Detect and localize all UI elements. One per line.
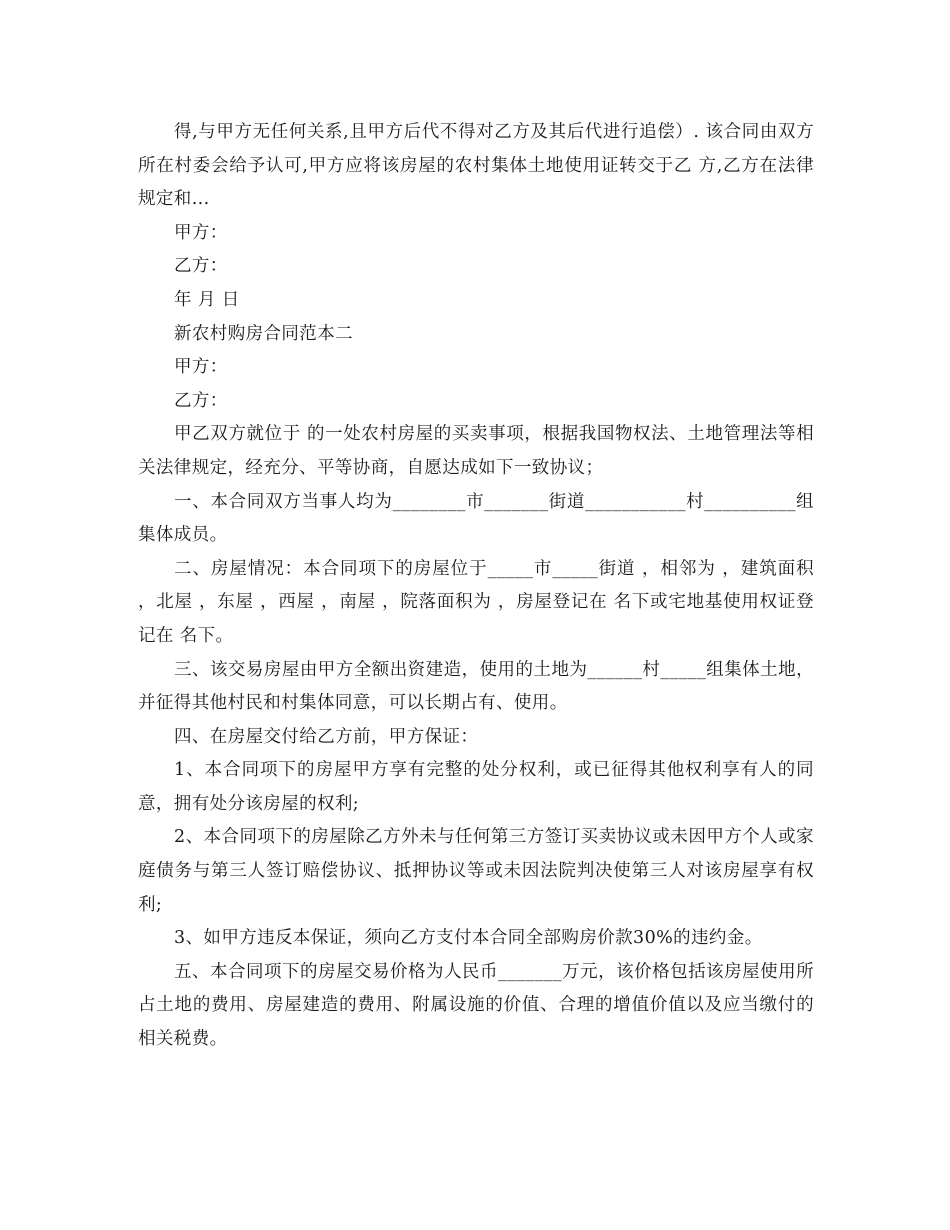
clause-5: 五、本合同项下的房屋交易价格为人民币_______万元，该价格包括该房屋使用所占土地的费用、房屋建造的费用、附属设施的价值、合理的增值价值以及应当缴付的相关税费。 xyxy=(138,961,814,1050)
clause-4-item-3: 3、如甲方违反本保证，须向乙方支付本合同全部购房价款30%的违约金。 xyxy=(174,928,763,949)
contract-body xyxy=(138,116,814,1057)
party-b-line: 乙方： xyxy=(174,390,228,411)
section-title: 新农村购房合同范本二 xyxy=(174,323,353,344)
paragraph-preamble: 甲乙双方就位于 的一处农村房屋的买卖事项，根据我国物权法、土地管理法等相关法律规定，经充分、平等协商，自愿达成如下一致协议； xyxy=(138,424,814,478)
paragraph-continuation: 得,与甲方无任何关系,且甲方后代不得对乙方及其后代进行追偿）. 该合同由双方所在村委会给予认可,甲方应将该房屋的农村集体土地使用证转交于乙 方,乙方在法律规定和... xyxy=(138,122,814,210)
clause-4-item-1: 1、本合同项下的房屋甲方享有完整的处分权利，或已征得其他权利享有人的同意，拥有处分该房屋的权利; xyxy=(138,760,814,814)
party-a-signature-line: 甲方： xyxy=(174,222,228,243)
party-a-line: 甲方： xyxy=(174,357,228,378)
clause-4-item-2: 2、本合同项下的房屋除乙方外未与任何第三方签订买卖协议或未因甲方个人或家庭债务与第三人签订赔偿协议、抵押协议等或未因法院判决使第三人对该房屋享有权利; xyxy=(138,827,814,915)
date-line: 年 月 日 xyxy=(174,289,240,310)
clause-1: 一、本合同双方当事人均为________市_______街道___________村__________组集体成员。 xyxy=(138,491,814,546)
party-b-signature-line: 乙方： xyxy=(174,256,228,277)
clause-3: 三、该交易房屋由甲方全额出资建造，使用的土地为______村_____组集体土地，并征得其他村民和村集体同意，可以长期占有、使用。 xyxy=(138,659,814,714)
clause-2: 二、房屋情况：本合同项下的房屋位于_____市_____街道 ，相邻为 ，建筑面积 ，北屋 ，东屋 ，西屋 ，南屋 ，院落面积为 ，房屋登记在 名下或宅地基使用权证登记在 名下。 xyxy=(138,558,814,646)
clause-4: 四、在房屋交付给乙方前，甲方保证： xyxy=(174,726,479,747)
